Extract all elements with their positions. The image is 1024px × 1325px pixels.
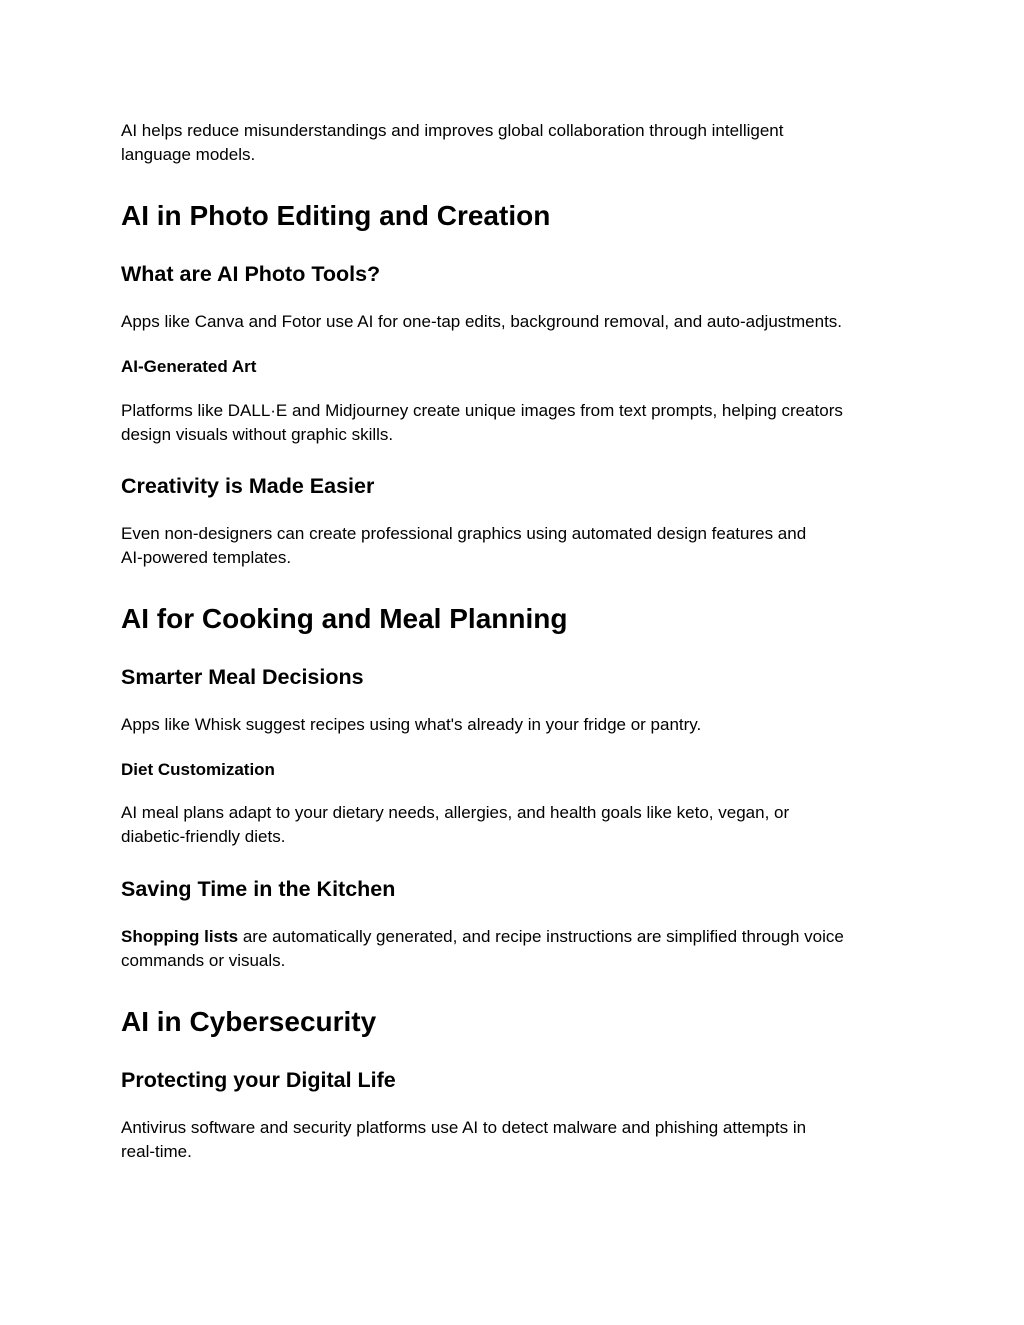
photo-tools-paragraph: Apps like Canva and Fotor use AI for one-tap edits, background removal, and auto-adjustments. <box>121 312 843 331</box>
ai-art-paragraph <box>121 399 843 447</box>
diet-customization-heading: Diet Customization <box>121 760 275 779</box>
intro-paragraph <box>121 119 783 167</box>
saving-time-heading: Saving Time in the Kitchen <box>121 877 396 901</box>
creativity-heading: Creativity is Made Easier <box>121 474 375 498</box>
ai-art-heading: AI-Generated Art <box>121 357 257 376</box>
shopping-lists-bold: Shopping lists <box>121 927 239 946</box>
ai-art-paragraph-line-2: design visuals without graphic skills. <box>121 425 394 444</box>
creativity-paragraph-line-1: Even non-designers can create professional graphics using automated design features and <box>121 524 807 543</box>
intro-paragraph-line-1: AI helps reduce misunderstandings and improves global collaboration through intelligent <box>121 121 784 140</box>
diet-customization-paragraph-line-2: diabetic-friendly diets. <box>121 827 286 846</box>
creativity-paragraph-line-2: AI-powered templates. <box>121 548 292 567</box>
ai-art-paragraph-line-1: Platforms like DALL·E and Midjourney create unique images from text prompts, helping creators <box>121 401 843 420</box>
photo-tools-heading: What are AI Photo Tools? <box>121 262 381 286</box>
creativity-paragraph <box>121 522 806 570</box>
protect-digital-life-paragraph-line-2: real-time. <box>121 1142 192 1161</box>
diet-customization-paragraph-line-1: AI meal plans adapt to your dietary needs, allergies, and health goals like keto, vegan, or <box>121 803 790 822</box>
protect-digital-life-heading: Protecting your Digital Life <box>121 1068 396 1092</box>
intro-paragraph-line-2: language models. <box>121 145 256 164</box>
protect-digital-life-paragraph-line-1: Antivirus software and security platforms use AI to detect malware and phishing attempts in <box>121 1118 807 1137</box>
meal-decisions-heading: Smarter Meal Decisions <box>121 665 364 689</box>
photo-section-title: AI in Photo Editing and Creation <box>121 200 551 231</box>
saving-time-paragraph <box>121 925 844 973</box>
meal-decisions-paragraph: Apps like Whisk suggest recipes using what's already in your fridge or pantry. <box>121 715 702 734</box>
protect-digital-life-paragraph <box>121 1116 806 1164</box>
diet-customization-paragraph <box>121 801 789 849</box>
saving-time-paragraph-rest: are automatically generated, and recipe instructions are simplified through voice <box>238 927 844 946</box>
saving-time-paragraph-line-2: commands or visuals. <box>121 951 286 970</box>
cyber-section-title: AI in Cybersecurity <box>121 1006 377 1037</box>
cooking-section-title: AI for Cooking and Meal Planning <box>121 603 568 634</box>
saving-time-paragraph-line-1 <box>121 925 844 949</box>
